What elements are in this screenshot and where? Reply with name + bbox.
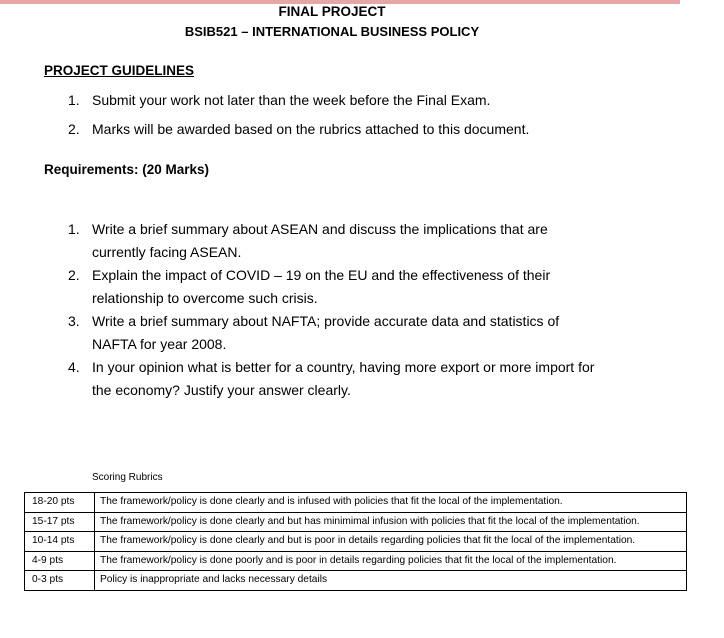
table-row [25,551,687,571]
rubric-description: Policy is inappropriate and lacks necessary details [95,571,687,591]
requirements-list [0,218,602,402]
rubric-caption: Scoring Rubrics [92,472,163,483]
table-row [25,571,687,591]
rubric-points: 15-17 pts [25,512,95,532]
table-row [25,532,687,552]
list-item [0,89,652,112]
list-item [0,356,602,402]
rubric-description: The framework/policy is done poorly and is poor in details regarding policies that fit the local of the implementation. [95,551,687,571]
rubric-points: 18-20 pts [25,493,95,513]
list-item [0,310,602,356]
rubric-description: The framework/policy is done clearly and but has minimimal infusion with policies that fit the local of the implementation. [95,512,687,532]
rubric-points: 4-9 pts [25,551,95,571]
rubric-points: 0-3 pts [25,571,95,591]
rubric-description: The framework/policy is done clearly and but is poor in details regarding policies that fit the local of the implementation. [95,532,687,552]
list-item-text: In your opinion what is better for a country, having more export or more import for the economy? Justify your answer clearly. [92,359,595,398]
list-item [0,218,602,264]
list-item [0,118,652,141]
list-item-number: 2. [68,267,80,283]
table-row [25,493,687,513]
list-item-number: 1. [68,92,80,108]
rubric-table [24,492,687,591]
list-item-text: Write a brief summary about ASEAN and discuss the implications that are currently facing ASEAN. [92,221,548,260]
rubric-points: 10-14 pts [25,532,95,552]
document-subtitle: BSIB521 – INTERNATIONAL BUSINESS POLICY [184,24,480,39]
list-item-text: Explain the impact of COVID – 19 on the EU and the effectiveness of their relationship to overcome such crisis. [92,267,551,306]
document-title: FINAL PROJECT [278,4,386,19]
list-item [0,264,602,310]
list-item-number: 2. [68,121,80,137]
guidelines-heading: PROJECT GUIDELINES [44,63,195,78]
list-item-number: 1. [68,221,80,237]
list-item-number: 4. [68,359,80,375]
requirements-heading: Requirements: (20 Marks) [44,162,210,177]
list-item-text: Submit your work not later than the week before the Final Exam. [92,92,491,108]
list-item-text: Write a brief summary about NAFTA; provide accurate data and statistics of NAFTA for year 2008. [92,313,560,352]
table-row [25,512,687,532]
list-item-text: Marks will be awarded based on the rubrics attached to this document. [92,121,530,137]
guidelines-list [0,89,652,147]
list-item-number: 3. [68,313,80,329]
rubric-description: The framework/policy is done clearly and is infused with policies that fit the local of the implementation. [95,493,687,513]
